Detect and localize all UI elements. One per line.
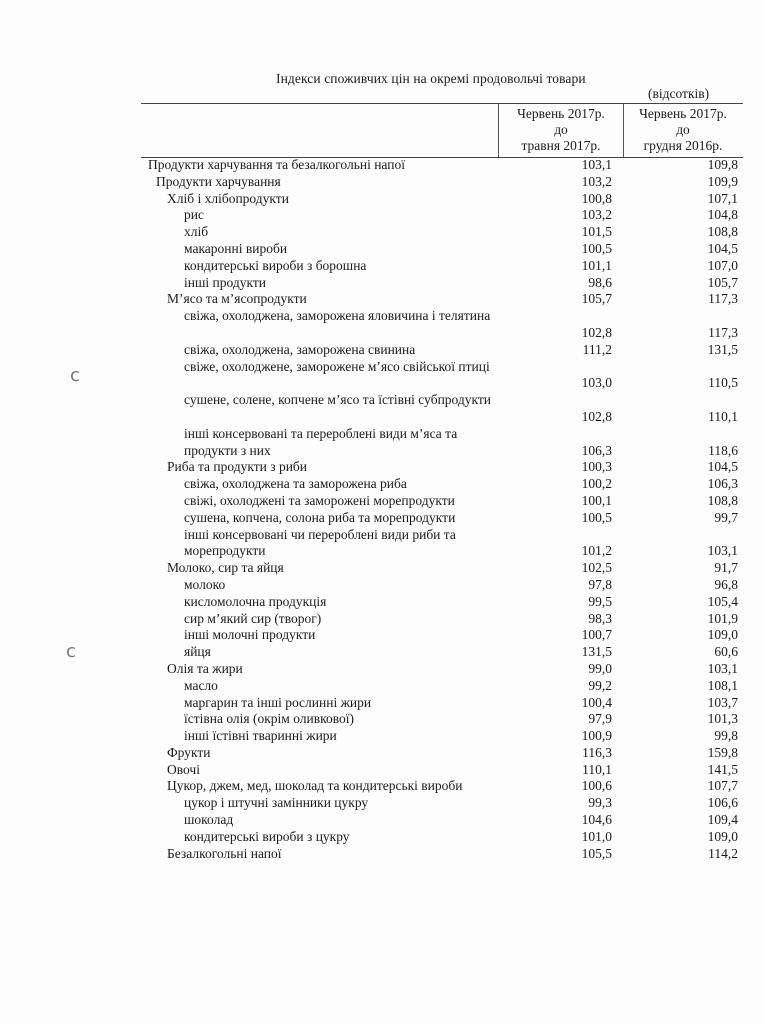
column-header-line: травня 2017р. — [521, 138, 601, 153]
table-row — [0, 661, 763, 678]
value-vs-may: 104,6 — [581, 812, 612, 828]
value-vs-december: 117,3 — [708, 324, 738, 340]
value-vs-may: 100,3 — [581, 459, 612, 475]
value-vs-may: 105,7 — [581, 291, 612, 307]
value-vs-december: 107,1 — [707, 190, 738, 206]
value-vs-december: 101,3 — [707, 711, 738, 727]
row-label: Хліб і хлібопродукти — [167, 190, 289, 206]
row-label: кондитерські вироби з борошна — [184, 257, 367, 273]
row-label: інші консервовані та перероблені види м’яса та продукти з них — [184, 425, 458, 458]
row-label: Молоко, сир та яйця — [167, 560, 284, 576]
row-label: сушена, копчена, солона риба та морепродукти — [184, 509, 456, 525]
value-vs-may: 101,2 — [581, 543, 612, 559]
table-row — [0, 291, 763, 308]
row-label: кисломолочна продукція — [184, 593, 327, 609]
table-row — [0, 762, 763, 779]
table-row — [0, 560, 763, 577]
value-vs-december: 108,8 — [707, 224, 738, 240]
unit-note: (відсотків) — [648, 86, 710, 101]
value-vs-december: 109,0 — [707, 627, 738, 643]
value-vs-may: 103,0 — [581, 375, 612, 391]
table-row — [0, 829, 763, 846]
value-vs-december: 109,9 — [707, 173, 738, 189]
table-row — [0, 728, 763, 745]
value-vs-may: 101,5 — [581, 224, 612, 240]
value-vs-may: 100,7 — [581, 627, 612, 643]
row-label: Фрукти — [167, 744, 211, 760]
value-vs-december: 107,7 — [707, 778, 738, 794]
value-vs-may: 102,8 — [581, 408, 612, 424]
row-label: шоколад — [184, 812, 234, 828]
table-row — [0, 795, 763, 812]
row-label: Риба та продукти з риби — [167, 459, 308, 475]
column-header-may — [498, 104, 623, 158]
value-vs-december: 110,5 — [708, 375, 738, 391]
value-vs-may: 102,8 — [581, 324, 612, 340]
value-vs-may: 100,5 — [581, 509, 612, 525]
value-vs-may: 100,5 — [581, 240, 612, 256]
table-row — [0, 527, 763, 561]
value-vs-may: 103,2 — [581, 207, 612, 223]
row-label: кондитерські вироби з цукру — [184, 828, 350, 844]
value-vs-december: 117,3 — [708, 291, 738, 307]
table-row — [0, 224, 763, 241]
row-label: інші продукти — [184, 274, 266, 290]
value-vs-may: 116,3 — [582, 744, 612, 760]
row-label: М’ясо та м’ясопродукти — [167, 291, 307, 307]
row-label: інші молочні продукти — [184, 627, 316, 643]
table-row — [0, 308, 763, 342]
table-row — [0, 577, 763, 594]
value-vs-december: 118,6 — [708, 442, 738, 458]
table-row — [0, 627, 763, 644]
table-row — [0, 678, 763, 695]
value-vs-december: 103,1 — [707, 543, 738, 559]
row-label: макаронні вироби — [184, 240, 288, 256]
value-vs-december: 108,8 — [707, 492, 738, 508]
value-vs-december: 107,0 — [707, 257, 738, 273]
table-row — [0, 611, 763, 628]
table-row — [0, 476, 763, 493]
value-vs-december: 105,7 — [707, 274, 738, 290]
table-row — [0, 258, 763, 275]
value-vs-may: 99,3 — [588, 795, 612, 811]
value-vs-december: 108,1 — [707, 677, 738, 693]
value-vs-may: 99,0 — [588, 660, 612, 676]
table-row — [0, 191, 763, 208]
value-vs-may: 101,1 — [581, 257, 612, 273]
value-vs-may: 103,2 — [581, 173, 612, 189]
value-vs-december: 104,5 — [707, 240, 738, 256]
value-vs-may: 98,6 — [588, 274, 612, 290]
table-row — [0, 846, 763, 863]
value-vs-december: 159,8 — [707, 744, 738, 760]
row-label: Цукор, джем, мед, шоколад та кондитерські вироби — [167, 778, 463, 794]
scan-artifact-mark: c — [66, 641, 76, 662]
value-vs-december: 104,8 — [707, 207, 738, 223]
value-vs-may: 100,6 — [581, 778, 612, 794]
value-vs-december: 60,6 — [714, 644, 738, 660]
table-row — [0, 644, 763, 661]
table-row — [0, 711, 763, 728]
value-vs-may: 100,8 — [581, 190, 612, 206]
row-label: цукор і штучні замінники цукру — [184, 795, 369, 811]
table-row — [0, 695, 763, 712]
row-label: Безалкогольні напої — [167, 845, 282, 861]
row-label: Олія та жири — [167, 660, 243, 676]
row-label: свіжі, охолоджені та заморожені морепродукти — [184, 492, 455, 508]
row-label: інші їстівні тваринні жири — [184, 728, 337, 744]
column-header-line: Червень 2017р. — [517, 106, 605, 121]
row-label: масло — [184, 677, 218, 693]
row-label: молоко — [184, 576, 226, 592]
value-vs-may: 105,5 — [581, 845, 612, 861]
value-vs-may: 102,5 — [581, 560, 612, 576]
value-vs-may: 99,5 — [588, 593, 612, 609]
table-row — [0, 745, 763, 762]
scan-artifact-mark: c — [70, 365, 80, 386]
value-vs-december: 91,7 — [714, 560, 738, 576]
value-vs-december: 109,4 — [707, 812, 738, 828]
table-row — [0, 510, 763, 527]
value-vs-may: 110,1 — [582, 761, 612, 777]
value-vs-may: 98,3 — [588, 610, 612, 626]
value-vs-december: 101,9 — [707, 610, 738, 626]
table-row — [0, 241, 763, 258]
row-label: інші консервовані чи перероблені види риби та морепродукти — [184, 526, 456, 559]
table-row — [0, 778, 763, 795]
table-row — [0, 157, 763, 174]
value-vs-december: 105,4 — [707, 593, 738, 609]
row-label: Овочі — [167, 761, 200, 777]
column-header-december — [623, 104, 742, 158]
row-label: маргарин та інші рослинні жири — [184, 694, 372, 710]
table-row — [0, 426, 763, 460]
column-header-line: грудня 2016р. — [643, 138, 723, 153]
value-vs-december: 99,8 — [714, 728, 738, 744]
column-header-line: до — [554, 122, 568, 137]
row-label: свіже, охолоджене, заморожене м’ясо свійської птиці — [184, 358, 490, 374]
row-label: Продукти харчування — [156, 173, 281, 189]
value-vs-may: 131,5 — [581, 644, 612, 660]
row-label: свіжа, охолоджена, заморожена яловичина і телятина — [184, 308, 491, 324]
value-vs-may: 106,3 — [581, 442, 612, 458]
value-vs-may: 100,1 — [581, 492, 612, 508]
value-vs-may: 97,8 — [588, 576, 612, 592]
value-vs-december: 103,1 — [707, 660, 738, 676]
value-vs-december: 103,7 — [707, 694, 738, 710]
value-vs-may: 101,0 — [581, 828, 612, 844]
table-body — [0, 157, 763, 862]
document-title: Індекси споживчих цін на окремі продовольчі товари — [276, 71, 586, 86]
row-label: свіжа, охолоджена, заморожена свинина — [184, 341, 416, 357]
table-row — [0, 359, 763, 393]
table-row — [0, 174, 763, 191]
table-row — [0, 342, 763, 359]
table-row — [0, 459, 763, 476]
value-vs-may: 97,9 — [588, 711, 612, 727]
row-label: яйця — [184, 644, 211, 660]
row-label: сушене, солене, копчене м’ясо та їстівні субпродукти — [184, 392, 492, 408]
column-header-line: Червень 2017р. — [639, 106, 727, 121]
value-vs-december: 104,5 — [707, 459, 738, 475]
value-vs-december: 106,3 — [707, 476, 738, 492]
value-vs-may: 111,2 — [582, 341, 612, 357]
value-vs-december: 110,1 — [708, 408, 738, 424]
value-vs-december: 114,2 — [708, 845, 738, 861]
value-vs-may: 100,2 — [581, 476, 612, 492]
row-label: рис — [184, 207, 204, 223]
row-label: сир м’який сир (творог) — [184, 610, 322, 626]
table-row — [0, 594, 763, 611]
table-row — [0, 493, 763, 510]
value-vs-december: 131,5 — [707, 341, 738, 357]
value-vs-december: 99,7 — [714, 509, 738, 525]
value-vs-may: 99,2 — [588, 677, 612, 693]
table-row — [0, 812, 763, 829]
value-vs-december: 141,5 — [707, 761, 738, 777]
table-row — [0, 275, 763, 292]
column-header-line: до — [676, 122, 690, 137]
value-vs-december: 106,6 — [707, 795, 738, 811]
value-vs-december: 109,8 — [707, 157, 738, 172]
value-vs-december: 109,0 — [707, 828, 738, 844]
row-label: свіжа, охолоджена та заморожена риба — [184, 476, 407, 492]
row-label: Продукти харчування та безалкогольні напої — [148, 157, 405, 172]
value-vs-december: 96,8 — [714, 576, 738, 592]
row-label: хліб — [184, 224, 209, 240]
value-vs-may: 103,1 — [581, 157, 612, 172]
table-row — [0, 207, 763, 224]
value-vs-may: 100,9 — [581, 728, 612, 744]
row-label: їстівна олія (окрім оливкової) — [184, 711, 355, 727]
value-vs-may: 100,4 — [581, 694, 612, 710]
table-row — [0, 392, 763, 426]
